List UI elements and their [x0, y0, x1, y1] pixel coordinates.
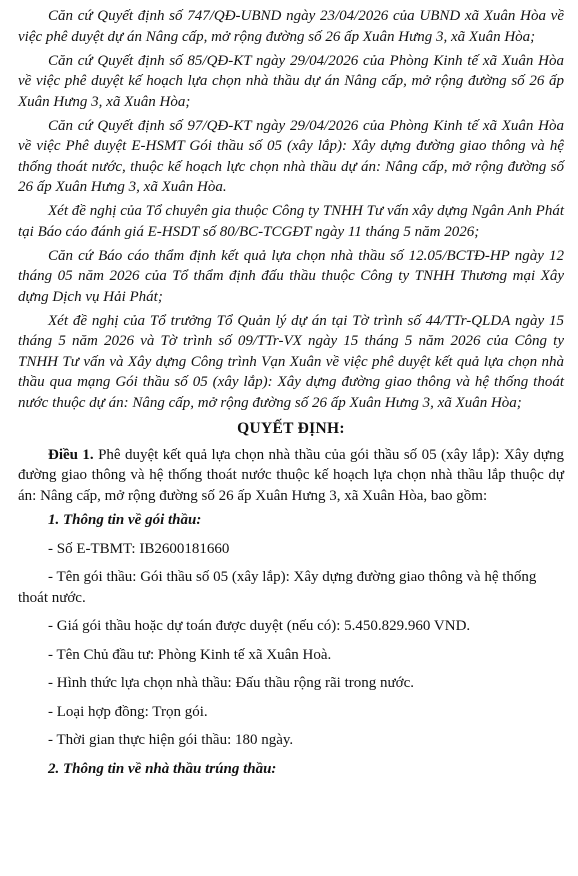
article-1: [18, 445, 564, 507]
section-2-heading: 2. Thông tin về nhà thầu trúng thầu:: [48, 760, 277, 777]
package-price-item: - Giá gói thầu hoặc dự toán được duyệt (nếu có): 5.450.829.960 VND.: [48, 618, 471, 634]
preamble: [18, 6, 564, 413]
duration-item: - Thời gian thực hiện gói thầu: 180 ngày.: [48, 732, 294, 748]
preamble-paragraph: Căn cứ Báo cáo thẩm định kết quả lựa chọn nhà thầu số 12.05/BCTĐ-HP ngày 12 tháng 05 năm 2026 của Tổ thẩm định đấu thầu thuộc Công ty TNHH Thương mại Xây dựng Dịch vụ Hải Phát;: [18, 247, 564, 305]
section-1-items: [18, 539, 564, 751]
bid-number-item: - Số E-TBMT: IB2600181660: [48, 540, 230, 557]
decision-document: [18, 6, 564, 787]
preamble-paragraph: Căn cứ Quyết định số 85/QĐ-KT ngày 29/04/2026 của Phòng Kinh tế xã Xuân Hòa về việc phê duyệt kế hoạch lựa chọn nhà thầu dự án Nâng cấp, mở rộng đường số 26 ấp Xuân Hưng 3, xã Xuân Hòa;: [18, 52, 564, 110]
article-1-label: Điều 1.: [48, 446, 94, 463]
investor-item: - Tên Chủ đầu tư: Phòng Kinh tế xã Xuân Hoà.: [48, 646, 332, 663]
package-name-item: - Tên gói thầu: Gói thầu số 05 (xây lắp): Xây dựng đường giao thông và hệ thống thoát nước.: [18, 569, 537, 606]
contract-type-item: - Loại hợp đồng: Trọn gói.: [48, 703, 208, 720]
preamble-paragraph: Căn cứ Quyết định số 747/QĐ-UBND ngày 23/04/2026 của UBND xã Xuân Hòa về việc phê duyệt dự án Nâng cấp, mở rộng đường số 26 ấp Xuân Hưng 3, xã Xuân Hòa;: [18, 8, 564, 45]
preamble-paragraph: Xét đề nghị của Tổ chuyên gia thuộc Công ty TNHH Tư vấn xây dựng Ngân Anh Phát tại Báo cáo đánh giá E-HSDT số 80/BC-TCGĐT ngày 11 tháng 5 năm 2026;: [18, 203, 564, 240]
section-1-heading: 1. Thông tin về gói thầu:: [48, 512, 202, 528]
preamble-paragraph: Xét đề nghị của Tổ trưởng Tổ Quản lý dự án tại Tờ trình số 44/TTr-QLDA ngày 15 tháng 5 năm 2026 và Tờ trình số 09/TTr-VX ngày 15 tháng 5 năm 2026 của Công ty TNHH Tư vấn và Xây dựng Công trình Vạn Xuân về việc phê duyệt kết quả lựa chọn nhà thầu qua mạng Gói thầu số 05 (xây lắp): Xây dựng đường giao thông và hệ thống thoát nước thuộc dự án: Nâng cấp, mở rộng đường số 26 ấp Xuân Hưng 3, xã Xuân Hòa;: [18, 312, 564, 411]
selection-method-item: - Hình thức lựa chọn nhà thầu: Đấu thầu rộng rãi trong nước.: [48, 675, 414, 691]
article-1-text: Phê duyệt kết quả lựa chọn nhà thầu của gói thầu số 05 (xây lắp): Xây dựng đường giao thông và hệ thống thoát nước thuộc kế hoạch lựa chọn nhà thầu lắp thuộc dự án: Nâng cấp, mở rộng đường số 26 ấp Xuân Hưng 3, xã Xuân Hòa, bao gồm:: [18, 446, 565, 504]
preamble-paragraph: Căn cứ Quyết định số 97/QĐ-KT ngày 29/04/2026 của Phòng Kinh tế xã Xuân Hòa về việc Phê duyệt E-HSMT Gói thầu số 05 (xây lắp): Xây dựng đường giao thông và hệ thống thoát nước, thuộc kế hoạch lực chọn nhà thầu dự án: Nâng cấp, mở rộng đường số 26 ấp Xuân Hưng 3, xã Xuân Hòa.: [18, 117, 564, 195]
decision-title: QUYẾT ĐỊNH:: [237, 420, 345, 437]
